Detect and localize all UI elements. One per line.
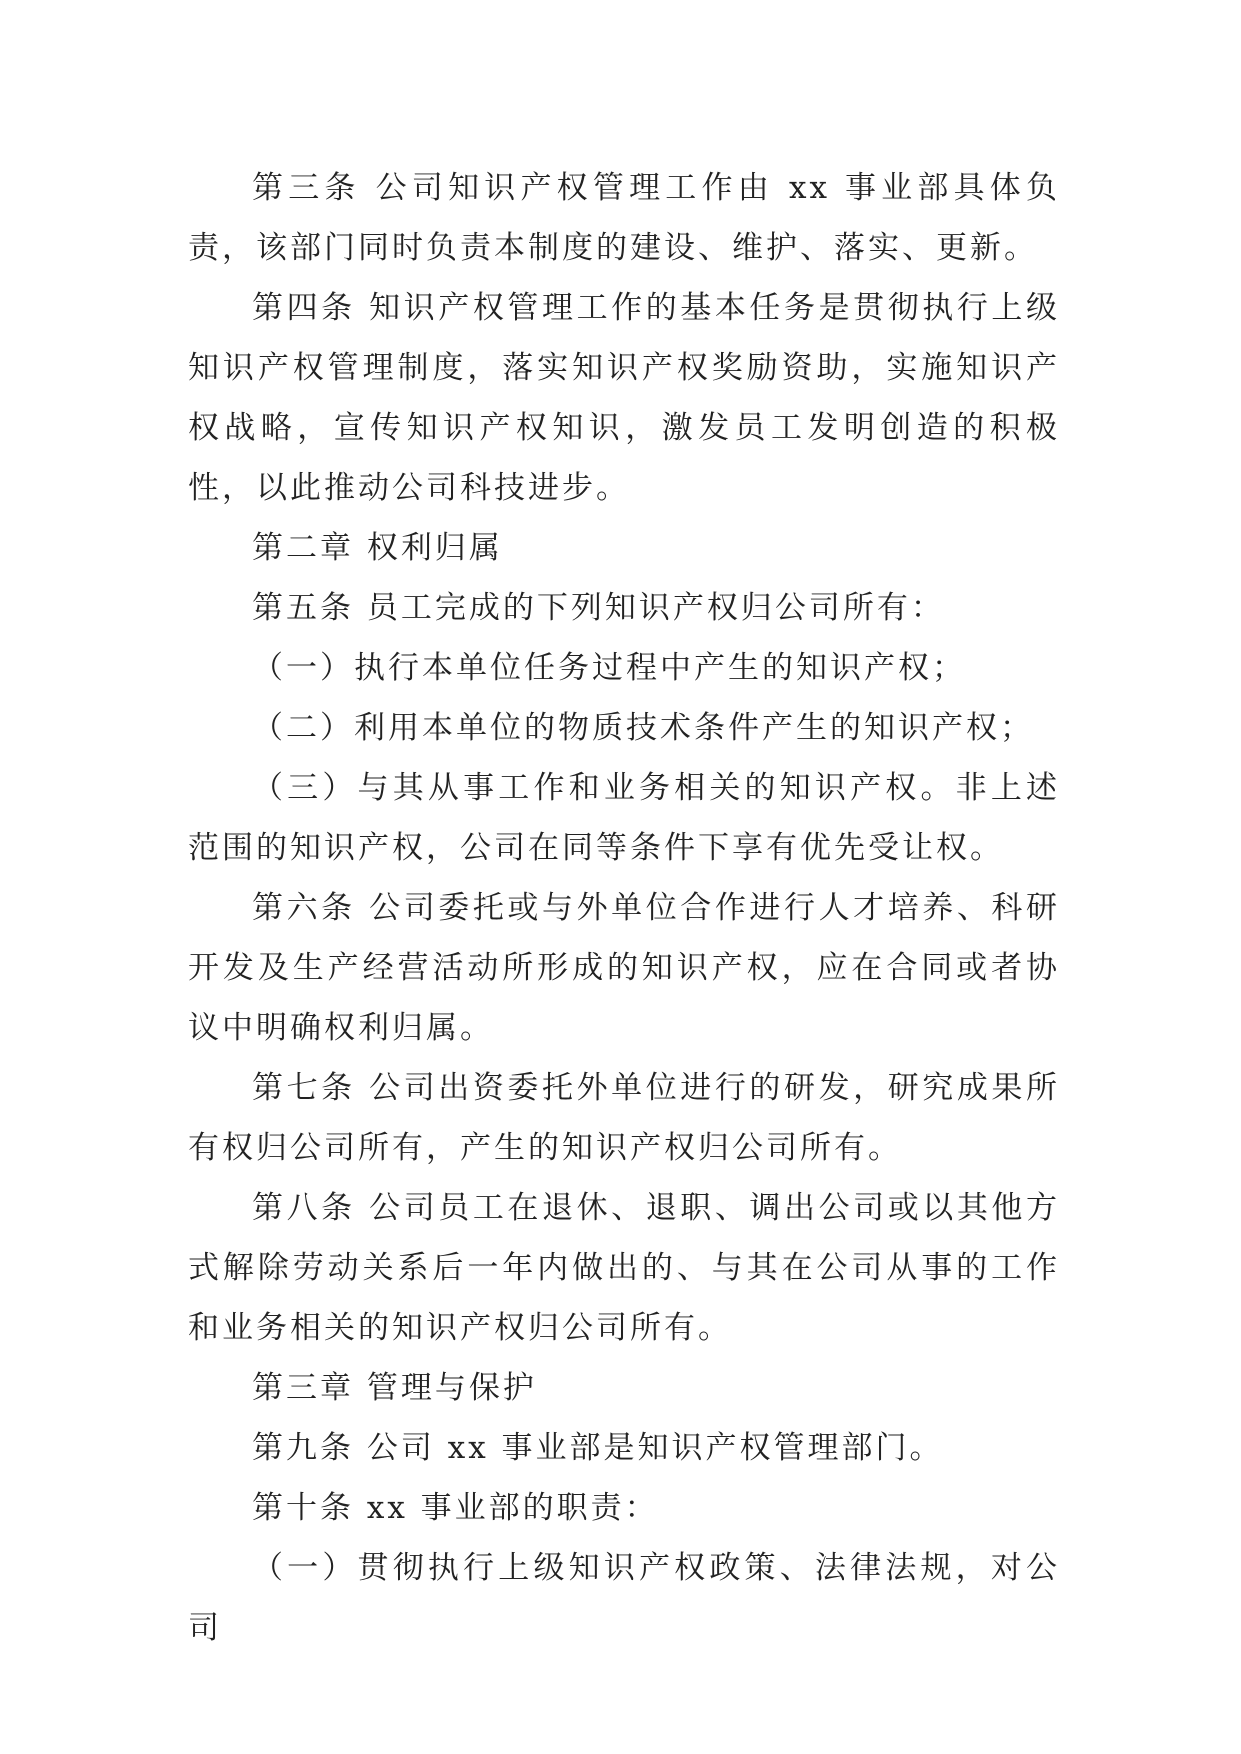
article-6: 第六条 公司委托或与外单位合作进行人才培养、科研开发及生产经营活动所形成的知识产权，应在合同或者协议中明确权利归属。	[188, 890, 1060, 1046]
article-10-item-1: （一）贯彻执行上级知识产权政策、法律法规，对公司	[188, 1550, 1060, 1646]
chapter-2-heading: 第二章 权利归属	[252, 530, 503, 566]
article-8: 第八条 公司员工在退休、退职、调出公司或以其他方式解除劳动关系后一年内做出的、与其在公司从事的工作和业务相关的知识产权归公司所有。	[188, 1190, 1060, 1346]
article-5-item-1: （一）执行本单位任务过程中产生的知识产权；	[252, 650, 966, 686]
article-5-item-3: （三）与其从事工作和业务相关的知识产权。非上述范围的知识产权，公司在同等条件下享有优先受让权。	[188, 770, 1060, 866]
article-3: 第三条 公司知识产权管理工作由 xx 事业部具体负责，该部门同时负责本制度的建设、维护、落实、更新。	[188, 170, 1060, 266]
chapter-3-heading: 第三章 管理与保护	[252, 1370, 537, 1406]
article-5: 第五条 员工完成的下列知识产权归公司所有：	[252, 590, 945, 626]
article-10: 第十条 xx 事业部的职责：	[252, 1490, 659, 1526]
article-4: 第四条 知识产权管理工作的基本任务是贯彻执行上级知识产权管理制度，落实知识产权奖励资助，实施知识产权战略，宣传知识产权知识，激发员工发明创造的积极性，以此推动公司科技进步。	[188, 290, 1060, 506]
article-5-item-2: （二）利用本单位的物质技术条件产生的知识产权；	[252, 710, 1034, 746]
article-9: 第九条 公司 xx 事业部是知识产权管理部门。	[252, 1430, 944, 1466]
document-body	[188, 158, 1060, 1658]
article-7: 第七条 公司出资委托外单位进行的研发，研究成果所有权归公司所有，产生的知识产权归公司所有。	[188, 1070, 1060, 1166]
